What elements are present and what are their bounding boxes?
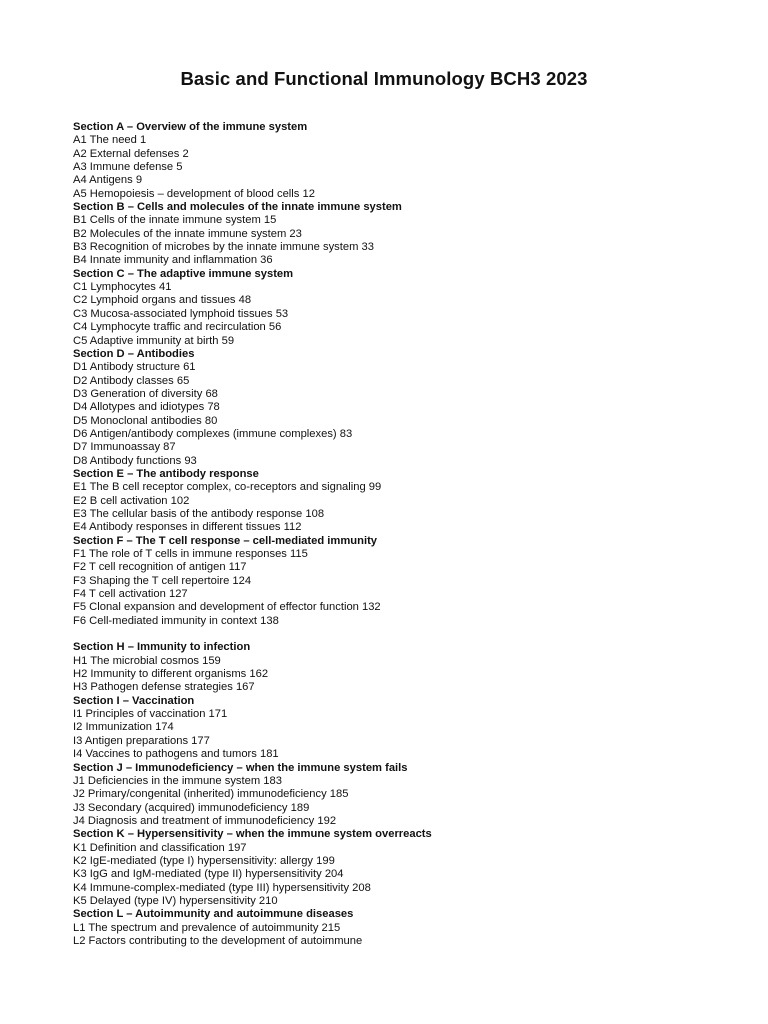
toc-section-heading: Section L – Autoimmunity and autoimmune diseases [73,908,354,921]
toc-entry: F4 T cell activation 127 [73,588,188,601]
toc-entry: F6 Cell-mediated immunity in context 138 [73,614,279,627]
toc-entry: E2 B cell activation 102 [73,494,190,507]
toc-section-heading: Section H – Immunity to infection [73,641,251,654]
toc-entry: A5 Hemopoiesis – development of blood cells 12 [73,187,315,200]
toc-entry: J2 Primary/congenital (inherited) immunodeficiency 185 [73,788,349,801]
toc-entry: E1 The B cell receptor complex, co-receptors and signaling 99 [73,481,382,494]
toc-section-heading: Section A – Overview of the immune system [73,121,308,133]
toc-entry: D1 Antibody structure 61 [73,361,196,374]
toc-section-heading: Section E – The antibody response [73,467,259,480]
toc-entry: E3 The cellular basis of the antibody response 108 [73,507,325,520]
document-title: Basic and Functional Immunology BCH3 2023 [180,68,588,89]
toc-section-heading: Section I – Vaccination [73,694,195,707]
toc-entry: F2 T cell recognition of antigen 117 [73,561,247,574]
toc-entry: A2 External defenses 2 [73,147,189,160]
toc-entry: K3 IgG and IgM-mediated (type II) hypersensitivity 204 [73,868,344,881]
toc-entry: C3 Mucosa-associated lymphoid tissues 53 [73,307,289,320]
toc-entry: C5 Adaptive immunity at birth 59 [73,334,235,347]
toc-entry: F1 The role of T cells in immune responses 115 [73,548,308,560]
toc-entry: K4 Immune-complex-mediated (type III) hypersensitivity 208 [73,881,371,894]
table-of-contents [73,121,733,948]
toc-entry: J4 Diagnosis and treatment of immunodeficiency 192 [73,814,337,827]
toc-entry: B1 Cells of the innate immune system 15 [73,214,277,227]
toc-entry: H1 The microbial cosmos 159 [73,654,221,667]
toc-entry: L2 Factors contributing to the development of autoimmune [73,934,363,947]
toc-entry: K2 IgE-mediated (type I) hypersensitivity: allergy 199 [73,854,335,867]
toc-section-heading: Section K – Hypersensitivity – when the immune system overreacts [73,828,432,841]
toc-entry: K5 Delayed (type IV) hypersensitivity 210 [73,894,278,907]
toc-entry: E4 Antibody responses in different tissues 112 [73,521,302,534]
toc-entry: B2 Molecules of the innate immune system 23 [73,227,302,240]
toc-entry: D3 Generation of diversity 68 [73,387,218,400]
toc-entry: D2 Antibody classes 65 [73,374,190,387]
toc-entry: D4 Allotypes and idiotypes 78 [73,401,220,414]
toc-entry: B3 Recognition of microbes by the innate immune system 33 [73,241,374,254]
toc-entry: K1 Definition and classification 197 [73,841,247,854]
toc-entry: H2 Immunity to different organisms 162 [73,668,269,681]
toc-entry: C2 Lymphoid organs and tissues 48 [73,294,252,307]
toc-entry: F5 Clonal expansion and development of effector function 132 [73,601,381,614]
toc-entry: A3 Immune defense 5 [73,161,183,174]
toc-entry: D7 Immunoassay 87 [73,441,176,454]
toc-entry: L1 The spectrum and prevalence of autoimmunity 215 [73,921,341,934]
toc-entry: H3 Pathogen defense strategies 167 [73,681,255,694]
toc-section-heading: Section C – The adaptive immune system [73,267,294,280]
toc-section-heading: Section F – The T cell response – cell-mediated immunity [73,534,378,547]
toc-entry: B4 Innate immunity and inflammation 36 [73,254,273,267]
toc-entry: I2 Immunization 174 [73,721,174,734]
toc-entry: J3 Secondary (acquired) immunodeficiency 189 [73,801,310,814]
toc-entry: I4 Vaccines to pathogens and tumors 181 [73,748,279,761]
toc-entry: C1 Lymphocytes 41 [73,281,172,294]
toc-entry: I3 Antigen preparations 177 [73,734,210,747]
toc-entry: D6 Antigen/antibody complexes (immune complexes) 83 [73,427,353,440]
toc-entry: F3 Shaping the T cell repertoire 124 [73,574,252,587]
toc-section-heading: Section J – Immunodeficiency – when the immune system fails [73,761,408,774]
toc-entry: D8 Antibody functions 93 [73,454,197,467]
toc-entry: I1 Principles of vaccination 171 [73,708,228,721]
toc-entry: C4 Lymphocyte traffic and recirculation 56 [73,321,282,334]
toc-entry: D5 Monoclonal antibodies 80 [73,414,218,427]
toc-entry: A1 The need 1 [73,134,147,147]
toc-section-heading: Section B – Cells and molecules of the innate immune system [73,201,402,214]
toc-section-heading: Section D – Antibodies [73,347,195,360]
toc-entry: J1 Deficiencies in the immune system 183 [73,774,282,787]
toc-entry: A4 Antigens 9 [73,174,143,187]
